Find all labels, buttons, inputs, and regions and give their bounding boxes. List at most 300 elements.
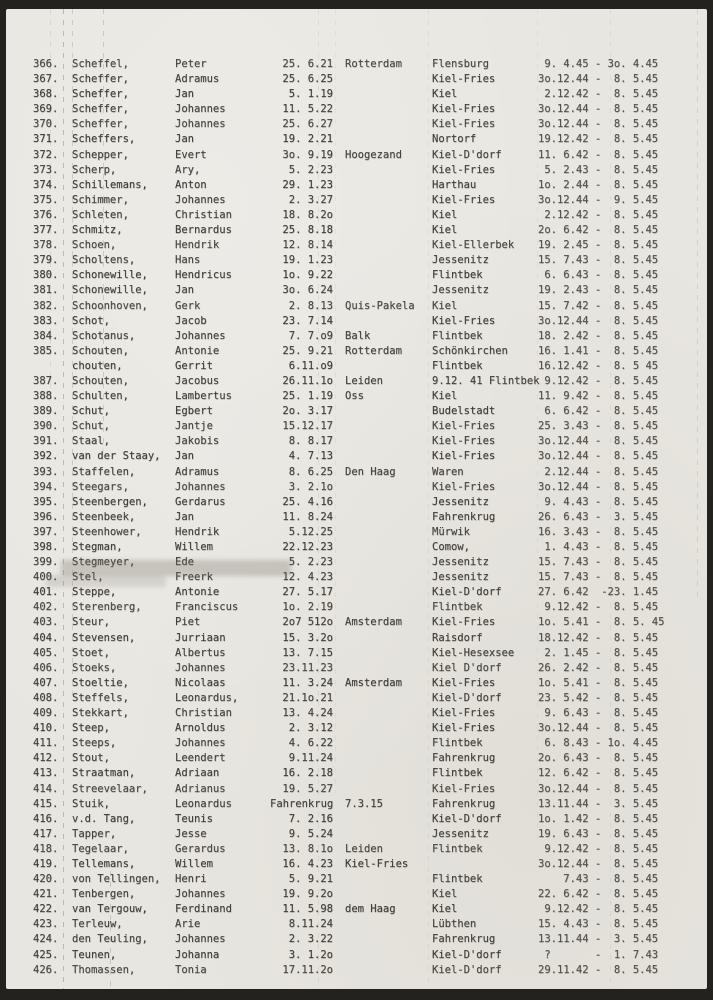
period-cell: 3o.12.44 - 8. 5.45: [538, 73, 659, 86]
table-row: [6, 344, 707, 359]
row-number: 387.: [33, 374, 59, 387]
origin-cell: [333, 766, 432, 781]
birthdate-cell: 4. 7.13: [288, 450, 333, 463]
birthdate-cell: 2. 3.22: [288, 933, 333, 946]
location-cell: Flintbek: [432, 842, 483, 855]
origin-cell: Kiel-Fries: [345, 857, 409, 870]
firstname-cell: Willem: [175, 857, 213, 870]
table-row: [6, 87, 707, 102]
firstname-cell: Freerk: [175, 571, 213, 584]
row-number: 377.: [33, 224, 59, 237]
firstname-cell: Jan: [175, 510, 194, 523]
row-number: 392.: [33, 450, 59, 463]
birthdate-cell: 16. 4.23: [282, 857, 333, 870]
surname-cell: Stoet,: [72, 646, 110, 659]
period-cell: 13.11.44 - 3. 5.45: [538, 797, 659, 810]
location-cell: Kiel: [432, 299, 458, 312]
firstname-cell: Jacobus: [175, 374, 220, 387]
row-number: 419.: [33, 857, 59, 870]
origin-cell: [333, 631, 432, 646]
firstname-cell: Anton: [175, 178, 207, 191]
table-row: [6, 782, 707, 797]
table-row: [6, 449, 707, 464]
surname-cell: Steegars,: [72, 480, 129, 493]
row-number: 384.: [33, 329, 59, 342]
firstname-cell: Johannes: [175, 661, 226, 674]
location-cell: Flintbek: [432, 767, 483, 780]
period-cell: 9. 4.45 - 3o. 4.45: [538, 58, 659, 70]
firstname-cell: Tonia: [175, 963, 207, 976]
firstname-cell: Jantje: [175, 420, 213, 433]
surname-cell: Scheffer,: [72, 103, 129, 116]
row-number: 424.: [33, 933, 59, 946]
location-cell: Flintbek: [432, 329, 483, 342]
row-number: 414.: [33, 782, 59, 795]
birthdate-cell: 19. 5.27: [282, 782, 333, 795]
period-cell: 7.43 - 8. 5.45: [538, 873, 659, 886]
location-cell: Jessenitz: [432, 254, 489, 267]
firstname-cell: Hendrik: [175, 239, 220, 252]
location-cell: Kiel-Fries: [432, 450, 496, 463]
table-row: [6, 872, 707, 887]
table-row: [6, 948, 707, 963]
table-row: [6, 434, 707, 449]
period-cell: 1o. 1.42 - 8. 5.45: [538, 812, 659, 825]
firstname-cell: Gerrit: [175, 359, 213, 372]
firstname-cell: Johannes: [175, 118, 226, 131]
table-row: [6, 132, 707, 147]
origin-cell: [333, 163, 432, 178]
surname-cell: Scheffer,: [72, 88, 129, 101]
firstname-cell: Nicolaas: [175, 676, 226, 689]
row-number: 390.: [33, 420, 59, 433]
origin-cell: Balk: [345, 329, 371, 342]
location-cell: Jessenitz: [432, 284, 489, 297]
origin-cell: [333, 102, 432, 117]
period-cell: 3o.12.44 - 8. 5.45: [538, 118, 659, 131]
firstname-cell: Bernardus: [175, 224, 232, 237]
birthdate-cell: 9.11.24: [288, 752, 333, 765]
row-number: 388.: [33, 390, 59, 403]
row-number: 375.: [33, 193, 59, 206]
period-cell: 11. 9.42 - 8. 5.45: [538, 390, 659, 403]
period-cell: 3o.12.44 - 8. 5.45: [538, 722, 659, 735]
row-number: 382.: [33, 299, 59, 312]
origin-cell: [333, 434, 432, 449]
row-number: 403.: [33, 616, 59, 629]
location-cell: Kiel-Hesexsee: [432, 646, 515, 659]
row-number: 425.: [33, 948, 59, 961]
surname-cell: Schonewille,: [72, 269, 148, 282]
birthdate-cell: 1o. 2.19: [282, 601, 333, 614]
surname-cell: Schleten,: [72, 208, 129, 221]
row-number: 391.: [33, 435, 59, 448]
table-row: [6, 329, 707, 344]
row-number: 410.: [33, 722, 59, 735]
surname-cell: Stout,: [72, 752, 110, 765]
surname-cell: van Tergouw,: [72, 903, 148, 916]
origin-cell: Hoogezand: [345, 148, 402, 161]
location-cell: Kiel: [432, 888, 458, 901]
birthdate-cell: 11. 5.98: [282, 903, 333, 916]
period-cell: 3o.12.44 - 8. 5.45: [538, 450, 659, 463]
row-number: 376.: [33, 208, 59, 221]
table-row: [6, 857, 707, 872]
row-number: 393.: [33, 465, 59, 478]
origin-cell: [333, 87, 432, 102]
surname-cell: Schut,: [72, 405, 110, 418]
table-row: [6, 812, 707, 827]
row-number: 412.: [33, 752, 59, 765]
table-row: [6, 570, 707, 585]
birthdate-cell: 18. 8.2o: [282, 208, 333, 221]
period-cell: 3o.12.44 - 8. 5.45: [538, 782, 659, 795]
table-row: [6, 148, 707, 163]
origin-cell: [333, 193, 432, 208]
firstname-cell: Evert: [175, 148, 207, 161]
row-number: 411.: [33, 737, 59, 750]
row-number: 379.: [33, 254, 59, 267]
table-row: [6, 917, 707, 932]
origin-cell: [333, 646, 432, 661]
birthdate-cell: 11. 8.24: [282, 510, 333, 523]
location-cell: Kiel-Fries: [432, 707, 496, 720]
firstname-cell: Gerk: [175, 299, 201, 312]
row-number: 385.: [33, 344, 59, 357]
surname-cell: Stel,: [72, 571, 104, 584]
period-cell: 9. 6.43 - 8. 5.45: [538, 707, 659, 720]
row-number: 400.: [33, 571, 59, 584]
origin-cell: [333, 812, 432, 827]
period-cell: 6. 6.43 - 8. 5.45: [538, 269, 659, 282]
birthdate-cell: 23.11.23: [282, 661, 333, 674]
location-cell: Kiel-D'dorf: [432, 148, 502, 161]
origin-cell: [333, 178, 432, 193]
period-cell: 3o.12.44 - 8. 5.45: [538, 103, 659, 116]
location-cell: Budelstadt: [432, 405, 496, 418]
row-number: 378.: [33, 239, 59, 252]
surname-cell: Stegmeyer,: [72, 556, 136, 569]
table-row: [6, 827, 707, 842]
firstname-cell: Willem: [175, 541, 213, 553]
origin-cell: [333, 948, 432, 963]
surname-cell: Schonewille,: [72, 284, 148, 297]
period-cell: 13.11.44 - 3. 5.45: [538, 933, 659, 946]
firstname-cell: Christian: [175, 208, 232, 221]
period-cell: 16.12.42 - 8. 5 45: [538, 359, 659, 372]
birthdate-cell: 5. 1.19: [288, 88, 333, 101]
origin-cell: [333, 510, 432, 525]
origin-cell: [333, 117, 432, 132]
table-row: [6, 404, 707, 419]
birthdate-cell: 25. 6.25: [282, 73, 333, 86]
row-number: 409.: [33, 707, 59, 720]
table-row: [6, 314, 707, 329]
surname-cell: Scheffer,: [72, 73, 129, 86]
location-cell: Kiel-D'dorf: [432, 948, 502, 961]
firstname-cell: Piet: [175, 616, 201, 629]
origin-cell: [333, 555, 432, 570]
firstname-cell: Jan: [175, 133, 194, 146]
birthdate-cell: 25. 6.21: [282, 58, 333, 70]
row-number: 367.: [33, 73, 59, 86]
origin-cell: [333, 600, 432, 615]
origin-cell: [333, 132, 432, 147]
origin-cell: [333, 706, 432, 721]
location-cell: Kiel-Fries: [432, 480, 496, 493]
table-row: [6, 842, 707, 857]
firstname-cell: Arie: [175, 918, 201, 931]
surname-cell: Tellemans,: [72, 857, 136, 870]
location-cell: Jessenitz: [432, 827, 489, 840]
table-row: [6, 585, 707, 600]
period-cell: 22. 6.42 - 8. 5.45: [538, 888, 659, 901]
firstname-cell: Jurriaan: [175, 631, 226, 644]
surname-cell: Staal,: [72, 435, 110, 448]
period-cell: 19. 6.43 - 8. 5.45: [538, 827, 659, 840]
table-row: [6, 525, 707, 540]
origin-cell: Rotterdam: [345, 344, 402, 357]
surname-cell: den Teuling,: [72, 933, 148, 946]
surname-cell: Stoeks,: [72, 661, 117, 674]
table-row: [6, 253, 707, 268]
row-number: 420.: [33, 873, 59, 886]
period-cell: 11. 6.42 - 8. 5.45: [538, 148, 659, 161]
origin-cell: 7.3.15: [345, 797, 383, 810]
birthdate-cell: 15. 3.2o: [282, 631, 333, 644]
period-cell: 9.12.42 - 8. 5.45: [538, 601, 659, 614]
firstname-cell: Leonardus,: [175, 691, 239, 704]
table-row: [6, 721, 707, 736]
firstname-cell: Adramus: [175, 465, 220, 478]
period-cell: 19.12.42 - 8. 5.45: [538, 133, 659, 146]
period-cell: 12. 6.42 - 8. 5.45: [538, 767, 659, 780]
period-cell: 2o. 6.43 - 8. 5.45: [538, 752, 659, 765]
surname-cell: Tenbergen,: [72, 888, 136, 901]
table-row: [6, 72, 707, 87]
birthdate-cell: 2. 8.13: [288, 299, 333, 312]
origin-cell: [333, 525, 432, 540]
period-cell: 26. 2.42 - 8. 5.45: [538, 661, 659, 674]
table-row: [6, 193, 707, 208]
table-row: [6, 600, 707, 615]
origin-cell: [333, 827, 432, 842]
row-number: 380.: [33, 269, 59, 282]
table-row: [6, 510, 707, 525]
surname-cell: Stekkart,: [72, 707, 129, 720]
origin-cell: [333, 736, 432, 751]
origin-cell: [333, 691, 432, 706]
surname-cell: von Tellingen,: [72, 873, 161, 886]
location-cell: Jessenitz: [432, 495, 489, 508]
row-number: 406.: [33, 661, 59, 674]
location-cell: 9.12. 41 Flintbek: [432, 374, 540, 387]
location-cell: Jessenitz: [432, 571, 489, 584]
row-number: 417.: [33, 827, 59, 840]
firstname-cell: Hendrik: [175, 525, 220, 538]
location-cell: Kiel-Fries: [432, 420, 496, 433]
birthdate-cell: 25. 8.18: [282, 224, 333, 237]
surname-cell: Steffels,: [72, 691, 129, 704]
period-cell: 2. 1.45 - 8. 5.45: [538, 646, 659, 659]
table-row: [6, 963, 707, 978]
row-number: 372.: [33, 148, 59, 161]
birthdate-cell: 25. 6.27: [282, 118, 333, 131]
location-cell: Kiel-Fries: [432, 722, 496, 735]
period-cell: 3o.12.44 - 9. 5.45: [538, 193, 659, 206]
firstname-cell: Henri: [175, 873, 207, 886]
row-number: 416.: [33, 812, 59, 825]
surname-cell: Thomassen,: [72, 963, 136, 976]
surname-cell: Teunen,: [72, 948, 117, 961]
firstname-cell: Johannes: [175, 193, 226, 206]
birthdate-cell: 2o7 512o: [282, 616, 333, 629]
table-row: [6, 751, 707, 766]
period-cell: 6. 8.43 - 1o. 4.45: [538, 737, 659, 750]
row-number: 405.: [33, 646, 59, 659]
row-number: 398.: [33, 541, 59, 553]
firstname-cell: Gerdarus: [175, 495, 226, 508]
period-cell: 1o. 5.41 - 8. 5. 45: [538, 616, 665, 629]
surname-cell: Steenhower,: [72, 525, 142, 538]
birthdate-cell: 3. 2.1o: [288, 480, 333, 493]
location-cell: Kiel-D'dorf: [432, 586, 502, 599]
firstname-cell: Jacob: [175, 314, 207, 327]
location-cell: Kiel: [432, 208, 458, 221]
birthdate-cell: 19. 2.21: [282, 133, 333, 146]
row-number: 373.: [33, 163, 59, 176]
table-row: [6, 57, 707, 72]
birthdate-cell: 3o. 6.24: [282, 284, 333, 297]
location-cell: Kiel-Fries: [432, 193, 496, 206]
row-number: 422.: [33, 903, 59, 916]
firstname-cell: Christian: [175, 707, 232, 720]
period-cell: 9.12.42 - 8. 5.45: [538, 374, 659, 387]
surname-cell: Schot,: [72, 314, 110, 327]
location-cell: Mürwik: [432, 525, 470, 538]
table-row: [6, 268, 707, 283]
surname-cell: Staffelen,: [72, 465, 136, 478]
birthdate-cell: 1o. 9.22: [282, 269, 333, 282]
origin-cell: [333, 404, 432, 419]
row-number: 399.: [33, 556, 59, 569]
row-number: 426.: [33, 963, 59, 976]
table-row: [6, 495, 707, 510]
origin-cell: Leiden: [345, 842, 383, 855]
row-number: 407.: [33, 676, 59, 689]
surname-cell: Schouten,: [72, 344, 129, 357]
firstname-cell: Ary,: [175, 163, 201, 176]
birthdate-cell: 12. 4.23: [282, 571, 333, 584]
firstname-cell: Hendricus: [175, 269, 232, 282]
birthdate-cell: 13. 4.24: [282, 707, 333, 720]
location-cell: Flintbek: [432, 873, 483, 886]
location-cell: Kiel-Fries: [432, 435, 496, 448]
location-cell: Kiel-D'dorf: [432, 963, 502, 976]
birthdate-cell: 2o. 3.17: [282, 405, 333, 418]
location-cell: Kiel: [432, 903, 458, 916]
table-row: [6, 374, 707, 389]
birthdate-cell: 29. 1.23: [282, 178, 333, 191]
period-cell: 3o.12.44 - 8. 5.45: [538, 857, 659, 870]
firstname-cell: Jesse: [175, 827, 207, 840]
origin-cell: Leiden: [345, 374, 383, 387]
firstname-cell: Antonie: [175, 586, 220, 599]
origin-cell: [333, 887, 432, 902]
surname-cell: Straatman,: [72, 767, 136, 780]
location-cell: Kiel-Fries: [432, 103, 496, 116]
row-number: 423.: [33, 918, 59, 931]
firstname-cell: Teunis: [175, 812, 213, 825]
surname-cell: van der Staay,: [72, 450, 161, 463]
period-cell: 2.12.42 - 8. 5.45: [538, 208, 659, 221]
firstname-cell: Adramus: [175, 73, 220, 86]
surname-cell: Stegman,: [72, 541, 123, 553]
table-row: [6, 117, 707, 132]
surname-cell: Stoeltie,: [72, 676, 129, 689]
surname-cell: Steur,: [72, 616, 110, 629]
table-row: [6, 646, 707, 661]
surname-cell: Schoen,: [72, 239, 117, 252]
row-number: 421.: [33, 888, 59, 901]
location-cell: Raisdorf: [432, 631, 483, 644]
period-cell: 18.12.42 - 8. 5.45: [538, 631, 659, 644]
location-cell: Kiel D'dorf: [432, 661, 502, 674]
surname-cell: Steenbergen,: [72, 495, 148, 508]
document-sheet: [6, 9, 707, 989]
table-row: [6, 887, 707, 902]
table-row: [6, 102, 707, 117]
firstname-cell: Leonardus: [175, 797, 232, 810]
table-row: [6, 706, 707, 721]
table-row: [6, 178, 707, 193]
row-number: 415.: [33, 797, 59, 810]
surname-cell: Scheffers,: [72, 133, 136, 146]
birthdate-cell: 19. 1.23: [282, 254, 333, 267]
origin-cell: [333, 495, 432, 510]
row-number: 370.: [33, 118, 59, 131]
row-number: 383.: [33, 314, 59, 327]
firstname-cell: Johannes: [175, 888, 226, 901]
table-row: [6, 615, 707, 630]
period-cell: 5. 2.43 - 8. 5.45: [538, 163, 659, 176]
table-row: [6, 797, 707, 812]
birthdate-cell: 23. 7.14: [282, 314, 333, 327]
birthdate-cell: 25. 9.21: [282, 344, 333, 357]
firstname-cell: Johannes: [175, 329, 226, 342]
table-row: [6, 283, 707, 298]
birthdate-cell: 5.12.25: [288, 525, 333, 538]
surname-cell: Schillemans,: [72, 178, 148, 191]
location-cell: Kiel: [432, 224, 458, 237]
origin-cell: Amsterdam: [345, 616, 402, 629]
table-row: [6, 736, 707, 751]
surname-cell: Tapper,: [72, 827, 117, 840]
origin-cell: [333, 314, 432, 329]
table-row: [6, 359, 707, 374]
location-cell: Flintbek: [432, 601, 483, 614]
firstname-cell: Johannes: [175, 480, 226, 493]
table-row: [6, 223, 707, 238]
period-cell: 9.12.42 - 8. 5.45: [538, 903, 659, 916]
period-cell: 29.11.42 - 8. 5.45: [538, 963, 659, 976]
firstname-cell: Egbert: [175, 405, 213, 418]
origin-cell: [333, 283, 432, 298]
period-cell: 3o.12.44 - 8. 5.45: [538, 480, 659, 493]
location-cell: Kiel: [432, 390, 458, 403]
birthdate-cell: 2. 3.27: [288, 193, 333, 206]
table-row: [6, 555, 707, 570]
